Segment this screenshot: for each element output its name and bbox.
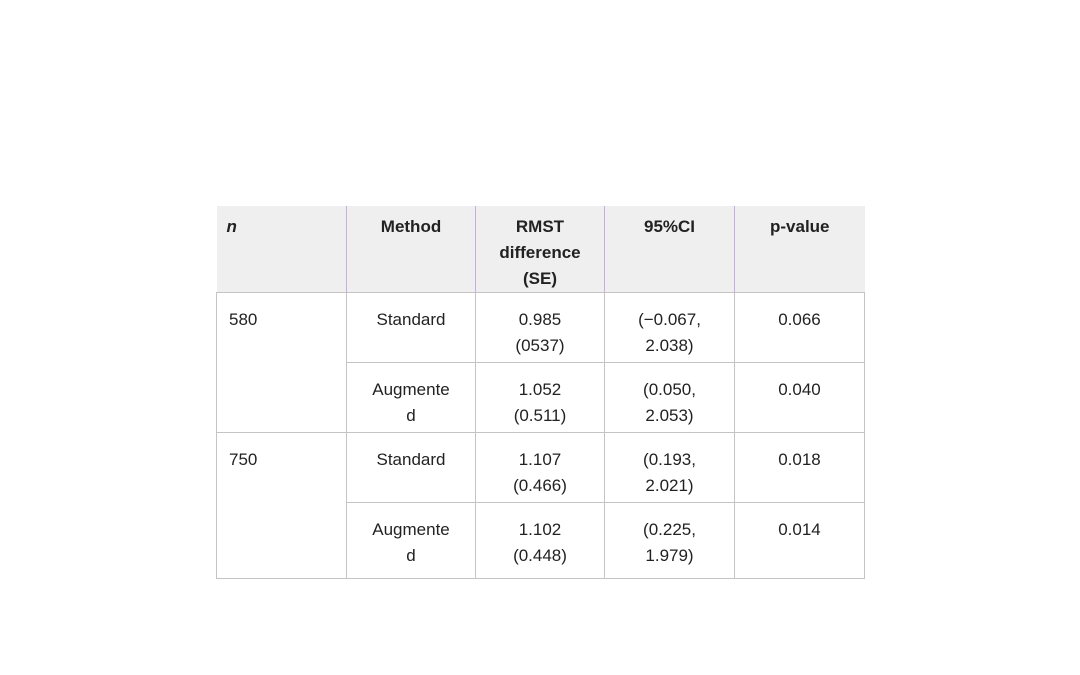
- cell-rmst: 1.102 (0.448): [476, 503, 605, 579]
- cell-method: Standard: [347, 433, 476, 503]
- header-ci: 95%CI: [605, 206, 735, 293]
- table-body: [217, 293, 865, 579]
- cell-rmst: 1.052 (0.511): [476, 363, 605, 433]
- header-n: n: [217, 206, 347, 293]
- cell-n: 580: [217, 293, 347, 433]
- cell-ci: (−0.067, 2.038): [605, 293, 735, 363]
- header-p-value: p-value: [735, 206, 865, 293]
- table-row: [217, 293, 865, 363]
- cell-method: Augmente d: [347, 503, 476, 579]
- cell-ci: (0.050, 2.053): [605, 363, 735, 433]
- header-method: Method: [347, 206, 476, 293]
- header-row: [217, 206, 865, 293]
- header-rmst-difference: RMST difference (SE): [476, 206, 605, 293]
- cell-ci: (0.193, 2.021): [605, 433, 735, 503]
- cell-method: Standard: [347, 293, 476, 363]
- cell-method: Augmente d: [347, 363, 476, 433]
- cell-p-value: 0.066: [735, 293, 865, 363]
- cell-p-value: 0.018: [735, 433, 865, 503]
- cell-rmst: 1.107 (0.466): [476, 433, 605, 503]
- cell-rmst: 0.985 (0537): [476, 293, 605, 363]
- cell-ci: (0.225, 1.979): [605, 503, 735, 579]
- table-header: [217, 206, 865, 293]
- cell-n: 750: [217, 433, 347, 579]
- table-row: [217, 433, 865, 503]
- cell-p-value: 0.040: [735, 363, 865, 433]
- cell-p-value: 0.014: [735, 503, 865, 579]
- results-table: [216, 206, 865, 579]
